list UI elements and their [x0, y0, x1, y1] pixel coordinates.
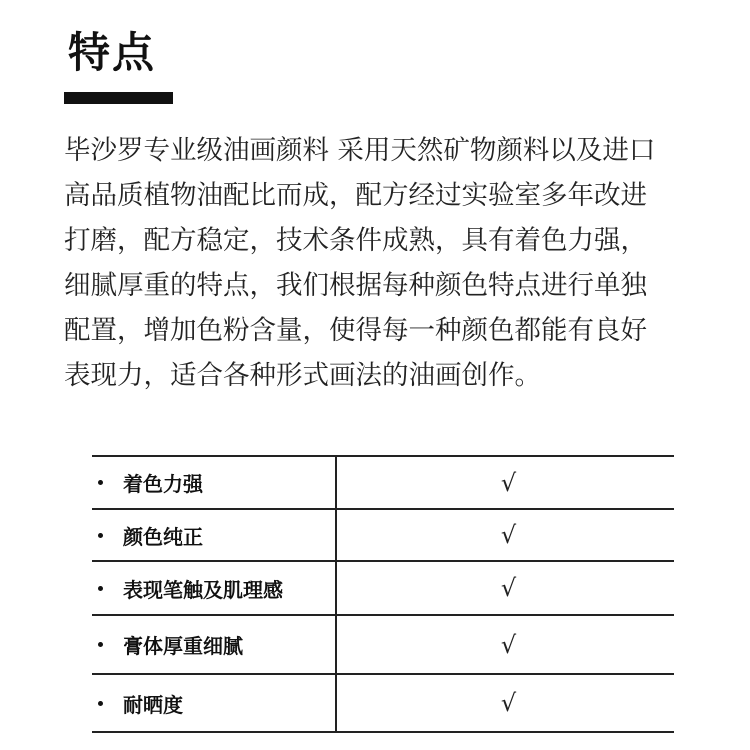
bullet-icon — [98, 533, 103, 538]
section-title: 特点 — [68, 28, 157, 77]
feature-check-cell — [336, 674, 674, 732]
table-row — [92, 456, 674, 509]
feature-check-cell — [336, 561, 674, 615]
bullet-icon — [98, 642, 103, 647]
check-mark-icon: √ — [500, 689, 517, 717]
feature-name-cell — [92, 509, 336, 561]
feature-check-cell — [336, 509, 674, 561]
feature-name: 膏体厚重细腻 — [123, 634, 243, 658]
intro-line: 高品质植物油配比而成，配方经过实验室多年改进 — [64, 180, 647, 211]
check-mark-icon: √ — [500, 574, 517, 602]
intro-line: 细腻厚重的特点，我们根据每种颜色特点进行单独 — [64, 270, 647, 301]
intro-line: 打磨，配方稳定，技术条件成熟，具有着色力强， — [64, 225, 647, 256]
feature-name-cell — [92, 456, 336, 509]
feature-name: 耐晒度 — [123, 692, 183, 717]
table-row — [92, 561, 674, 615]
title-underline-bar — [64, 92, 173, 104]
feature-name-cell — [92, 561, 336, 615]
feature-name: 颜色纯正 — [123, 524, 203, 549]
intro-line: 配置，增加色粉含量，使得每一种颜色都能有良好 — [64, 315, 647, 346]
check-mark-icon: √ — [500, 630, 517, 659]
bullet-icon — [98, 701, 103, 706]
feature-name: 表现笔触及肌理感 — [123, 577, 283, 602]
intro-line: 毕沙罗专业级油画颜料 采用天然矿物颜料以及进口 — [64, 135, 656, 166]
feature-check-cell — [336, 456, 674, 509]
check-mark-icon: √ — [500, 468, 517, 497]
check-mark-icon: √ — [500, 521, 517, 549]
bullet-icon — [98, 480, 103, 485]
feature-check-cell — [336, 615, 674, 674]
feature-name: 着色力强 — [123, 472, 203, 496]
intro-paragraph — [64, 128, 704, 398]
table-row — [92, 509, 674, 561]
feature-name-cell — [92, 674, 336, 732]
intro-line: 表现力，适合各种形式画法的油画创作。 — [64, 360, 541, 391]
table-row — [92, 674, 674, 732]
bullet-icon — [98, 586, 103, 591]
feature-name-cell — [92, 615, 336, 674]
features-table — [92, 455, 674, 733]
table-row — [92, 615, 674, 674]
